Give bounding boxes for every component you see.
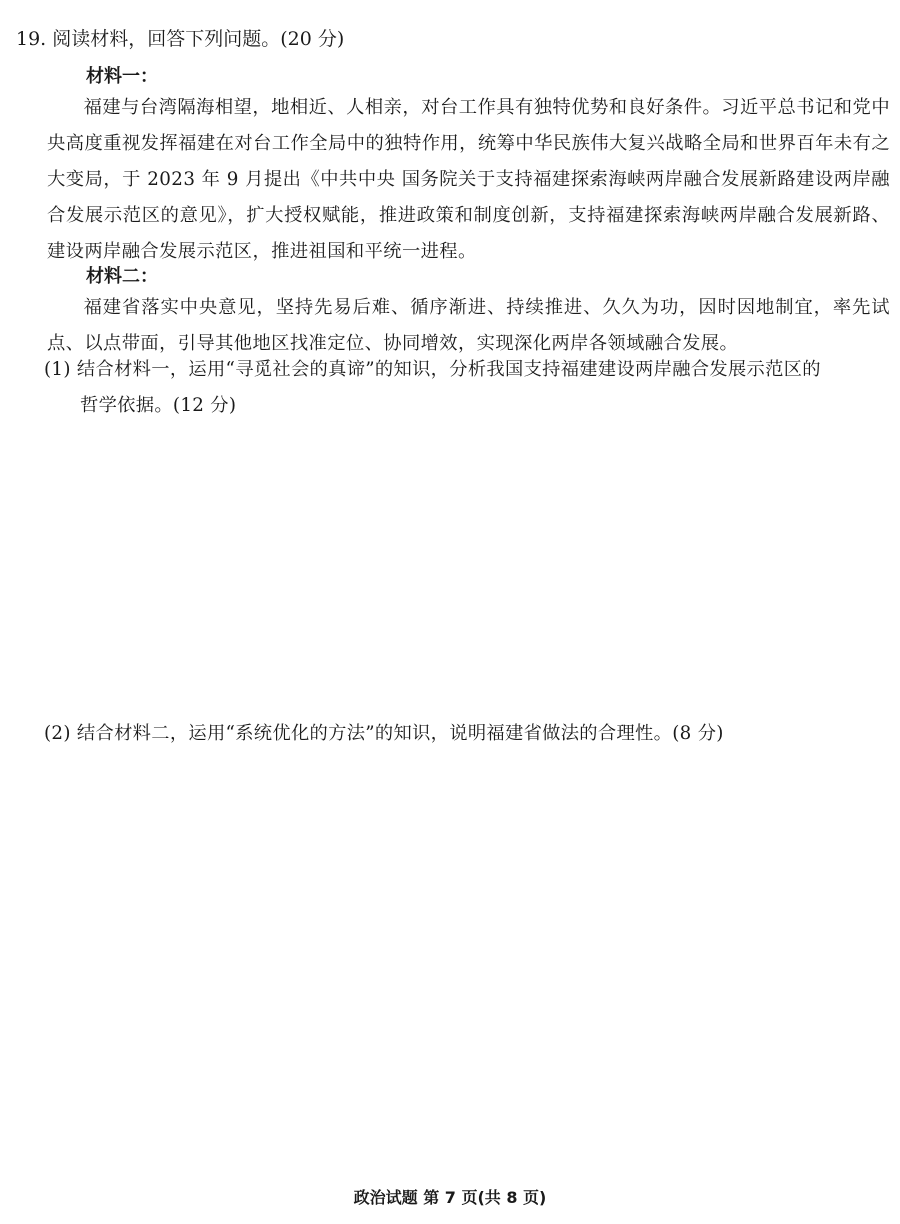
sub-question-1-line2: 哲学依据。(12 分): [80, 395, 237, 416]
material-1-heading: 材料一：: [86, 66, 158, 87]
material-1-text: 福建与台湾隔海相望，地相近、人相亲，对台工作具有独特优势和良好条件。习近平总书记和党中央高度重视发挥福建在对台工作全局中的独特作用，统筹中华民族伟大复兴战略全局和世界百年未有之大变局，于 2023 年 9 月提出《中共中央 国务院关于支持福建探索海峡两岸融合发展新路建设两岸融合发展示范区的意见》，扩大授权赋能，推进政策和制度创新，支持福建探索海峡两岸融合发展新路、建设两岸融合发展示范区，推进祖国和平统一进程。: [47, 97, 890, 262]
question-title: 19. 阅读材料，回答下列问题。(20 分): [16, 28, 345, 50]
sub-question-1-line1: (1) 结合材料一，运用“寻觅社会的真谛”的知识，分析我国支持福建建设两岸融合发展示范区的: [44, 359, 821, 380]
sub-question-1: [44, 352, 892, 424]
sub-question-2: (2) 结合材料二，运用“系统优化的方法”的知识，说明福建省做法的合理性。(8 分): [44, 723, 724, 744]
page-footer: 政治试题 第 7 页(共 8 页): [353, 1188, 547, 1207]
material-2-text: 福建省落实中央意见，坚持先易后难、循序渐进、持续推进、久久为功，因时因地制宜，率先试点、以点带面，引导其他地区找准定位、协同增效，实现深化两岸各领域融合发展。: [47, 297, 890, 354]
material-2-heading: 材料二：: [86, 266, 158, 287]
